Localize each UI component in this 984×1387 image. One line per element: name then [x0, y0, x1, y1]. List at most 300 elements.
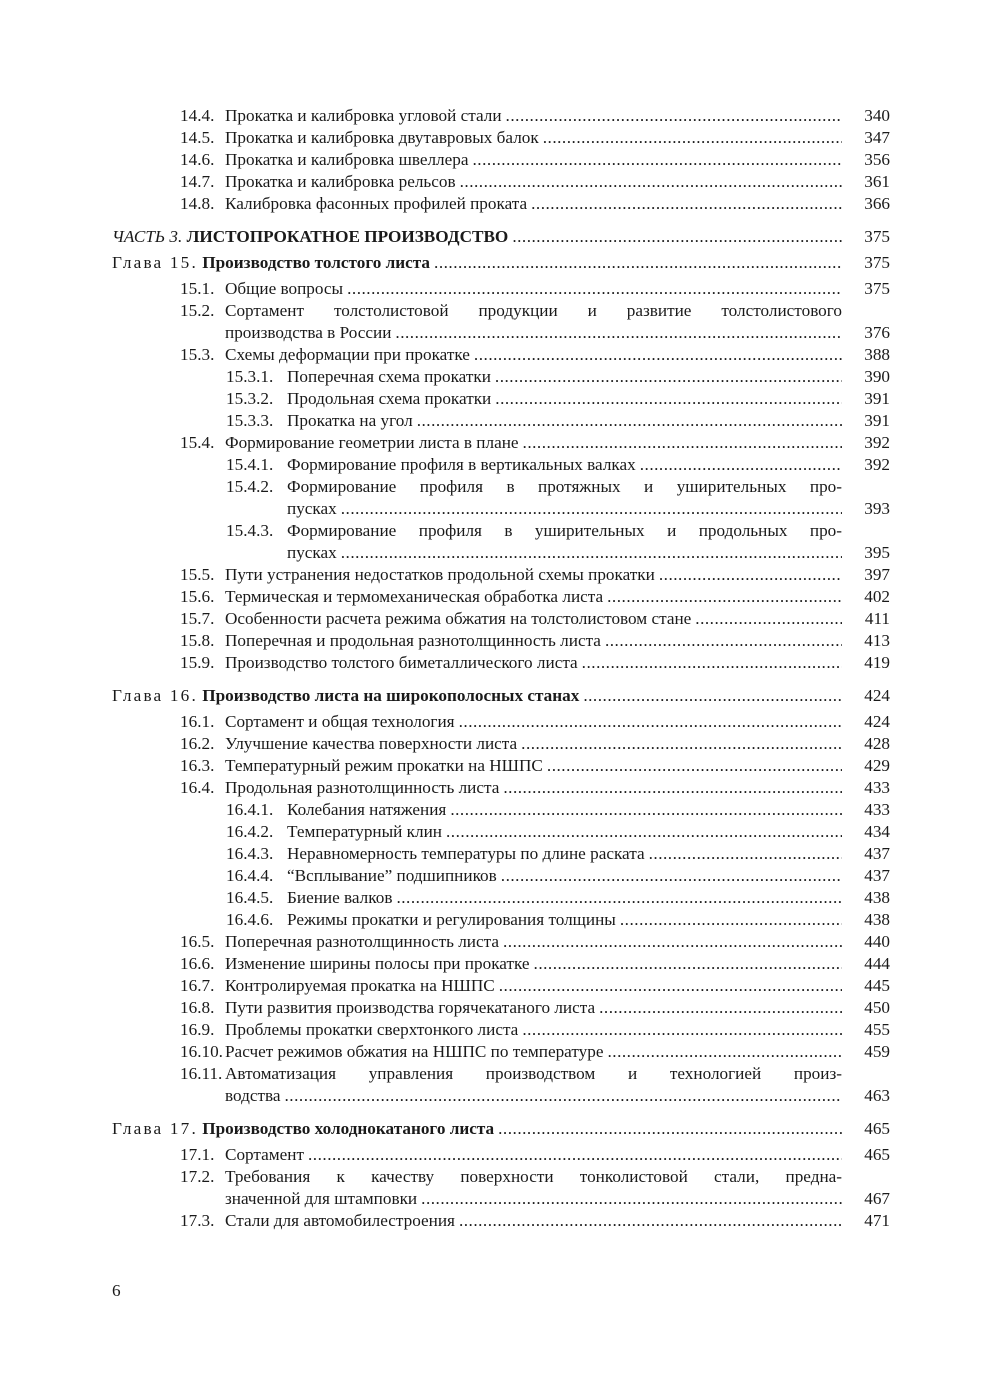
toc-entry: [112, 711, 890, 733]
entry-title: [287, 909, 890, 931]
entry-title-text: Поперечная разнотолщинность листа: [225, 932, 499, 951]
entry-title: [287, 454, 890, 476]
entry-title-text: Формирование геометрии листа в плане: [225, 433, 519, 452]
entry-number: 17.3.: [180, 1211, 215, 1230]
entry-last-line: [225, 586, 890, 608]
dot-leader: [395, 322, 842, 344]
entry-page: 356: [864, 150, 890, 169]
entry-number: 14.6.: [180, 150, 215, 169]
entry-number: 16.7.: [180, 976, 215, 995]
entry-page: 391: [864, 389, 890, 408]
entry-title-text: Расчет режимов обжатия на НШПС по температуре: [225, 1042, 604, 1061]
entry-number: 15.9.: [180, 653, 215, 672]
entry-title-text: Термическая и термомеханическая обработка листа: [225, 587, 604, 606]
entry-last-line: [225, 193, 890, 215]
entry-title-text: Пути развития производства горячекатаного листа: [225, 998, 596, 1017]
toc-entry: [112, 344, 890, 366]
entry-last-line: [225, 777, 890, 799]
entry-page: 388: [864, 345, 890, 364]
entry-title-text: пусках: [287, 543, 337, 562]
entry-title-text: Схемы деформации при прокатке: [225, 345, 470, 364]
entry-title: [287, 520, 890, 564]
entry-number: Глава 15.: [112, 253, 198, 272]
entry-last-line: [225, 733, 890, 755]
dot-leader: [495, 388, 842, 410]
part-heading: [112, 226, 890, 248]
entry-last-line: [225, 344, 890, 366]
chapter-heading: [112, 685, 890, 707]
entry-title-text: Прокатка и калибровка швеллера: [225, 150, 469, 169]
entry-title-line: Формирование профиля в протяжных и уширительных про-: [287, 477, 842, 496]
entry-title-text: ЛИСТОПРОКАТНОЕ ПРОИЗВОДСТВО: [186, 227, 509, 246]
entry-last-line: [225, 171, 890, 193]
entry-page: 361: [864, 172, 890, 191]
entry-number: 16.4.2.: [226, 822, 274, 841]
dot-leader: [583, 685, 842, 707]
entry-title: [287, 366, 890, 388]
entry-last-line: [225, 564, 890, 586]
toc-entry: [112, 300, 890, 344]
entry-title-text: производства в России: [225, 323, 392, 342]
toc-entry: [112, 432, 890, 454]
toc-entry: [112, 149, 890, 171]
entry-number: 16.2.: [180, 734, 215, 753]
entry-last-line: [287, 454, 890, 476]
entry-page: 347: [864, 128, 890, 147]
entry-page: 402: [864, 587, 890, 606]
entry-title-text: Производство холоднокатаного листа: [202, 1119, 495, 1138]
entry-last-line: [225, 1210, 890, 1232]
entry-number: 16.1.: [180, 712, 215, 731]
dot-leader: [503, 777, 842, 799]
entry-page: 366: [864, 194, 890, 213]
dot-leader: [498, 1118, 842, 1140]
entry-page: 390: [864, 367, 890, 386]
entry-title: [225, 755, 890, 777]
entry-number: 16.4.3.: [226, 844, 274, 863]
entry-number: ЧАСТЬ 3.: [112, 227, 183, 246]
toc-entry: [112, 171, 890, 193]
entry-last-line: [287, 799, 890, 821]
dot-leader: [459, 711, 842, 733]
entry-last-line: [225, 1041, 890, 1063]
entry-page: 438: [864, 910, 890, 929]
entry-last-line: [225, 975, 890, 997]
entry-title: [287, 388, 890, 410]
entry-number: 16.8.: [180, 998, 215, 1017]
dot-leader: [543, 127, 842, 149]
dot-leader: [474, 344, 842, 366]
dot-leader: [512, 226, 842, 248]
entry-number: 15.3.: [180, 345, 215, 364]
dot-leader: [522, 1019, 842, 1041]
entry-page: 375: [864, 279, 890, 298]
entry-page: 450: [864, 998, 890, 1017]
toc-entry: [112, 608, 890, 630]
entry-number: 17.1.: [180, 1145, 215, 1164]
dot-leader: [523, 432, 842, 454]
toc-entry: [112, 865, 890, 887]
entry-number: 15.6.: [180, 587, 215, 606]
dot-leader: [341, 542, 842, 564]
entry-page: 411: [864, 609, 890, 628]
entry-number: 16.6.: [180, 954, 215, 973]
entry-number: 15.2.: [180, 301, 215, 320]
entry-last-line: [225, 630, 890, 652]
entry-number: 15.1.: [180, 279, 215, 298]
entry-title-text: Сортамент: [225, 1145, 304, 1164]
dot-leader: [473, 149, 843, 171]
entry-page: 340: [864, 106, 890, 125]
entry-title-text: Производство толстого биметаллического листа: [225, 653, 578, 672]
entry-page: 433: [864, 800, 890, 819]
toc-entry: [112, 366, 890, 388]
dot-leader: [417, 410, 842, 432]
entry-page: 467: [864, 1189, 890, 1208]
entry-title-text: Пути устранения недостатков продольной схемы прокатки: [225, 565, 655, 584]
entry-page: 429: [864, 756, 890, 775]
entry-page: 437: [864, 866, 890, 885]
entry-page: 376: [864, 323, 890, 342]
entry-title: [225, 1210, 890, 1232]
entry-last-line: [287, 865, 890, 887]
toc-entry: [112, 520, 890, 564]
entry-title-text: водства: [225, 1086, 281, 1105]
entry-last-line: [287, 498, 890, 520]
entry-last-line: [225, 432, 890, 454]
dot-leader: [499, 975, 842, 997]
dot-leader: [640, 454, 842, 476]
entry-last-line: [225, 711, 890, 733]
entry-page: 428: [864, 734, 890, 753]
entry-number: 16.4.5.: [226, 888, 274, 907]
entry-title-text: Улучшение качества поверхности листа: [225, 734, 518, 753]
entry-title: [225, 711, 890, 733]
toc-entry: [112, 1210, 890, 1232]
entry-number: 16.4.4.: [226, 866, 274, 885]
entry-title: [287, 865, 890, 887]
entry-title: [202, 685, 890, 707]
toc-entry: [112, 733, 890, 755]
dot-leader: [534, 953, 842, 975]
entry-last-line: [225, 1019, 890, 1041]
entry-last-line: [225, 149, 890, 171]
toc-entry: [112, 454, 890, 476]
toc-entry: [112, 953, 890, 975]
table-of-contents: [112, 105, 890, 1232]
entry-title-text: Прокатка и калибровка двутавровых балок: [225, 128, 539, 147]
entry-page: 459: [864, 1042, 890, 1061]
entry-page: 397: [864, 565, 890, 584]
toc-entry: [112, 887, 890, 909]
entry-title: [225, 149, 890, 171]
dot-leader: [347, 278, 842, 300]
entry-title: [225, 105, 890, 127]
entry-title-text: Продольная разнотолщинность листа: [225, 778, 500, 797]
entry-number: 16.4.6.: [226, 910, 274, 929]
entry-number: Глава 17.: [112, 1119, 198, 1138]
entry-page: 375: [864, 227, 890, 246]
entry-title: [225, 278, 890, 300]
entry-title: [225, 630, 890, 652]
entry-page: 433: [864, 778, 890, 797]
dot-leader: [460, 171, 842, 193]
entry-title: [202, 1118, 890, 1140]
entry-title: [287, 821, 890, 843]
toc-entry: [112, 799, 890, 821]
entry-page: 438: [864, 888, 890, 907]
dot-leader: [434, 252, 842, 274]
dot-leader: [450, 799, 842, 821]
entry-number: 15.7.: [180, 609, 215, 628]
entry-title-text: Неравномерность температуры по длине раската: [287, 844, 645, 863]
entry-title: [225, 300, 890, 344]
entry-number: 15.4.1.: [226, 455, 274, 474]
entry-title-text: Особенности расчета режима обжатия на толстолистовом стане: [225, 609, 692, 628]
entry-title: [225, 432, 890, 454]
entry-page: 413: [864, 631, 890, 650]
entry-title-text: Температурный режим прокатки на НШПС: [225, 756, 543, 775]
entry-title-text: Общие вопросы: [225, 279, 344, 298]
entry-title-line: Сортамент толстолистовой продукции и развитие толстолистового: [225, 301, 842, 320]
entry-page: 392: [864, 455, 890, 474]
entry-title: [202, 252, 890, 274]
toc-entry: [112, 278, 890, 300]
entry-last-line: [225, 1188, 890, 1210]
entry-last-line: [225, 1085, 890, 1107]
toc-entry: [112, 410, 890, 432]
dot-leader: [659, 564, 842, 586]
toc-entry: [112, 586, 890, 608]
entry-number: 15.8.: [180, 631, 215, 650]
entry-last-line: [287, 542, 890, 564]
toc-entry: [112, 755, 890, 777]
dot-leader: [607, 586, 842, 608]
entry-title-text: Стали для автомобилестроения: [225, 1211, 455, 1230]
entry-title: [225, 564, 890, 586]
dot-leader: [421, 1188, 842, 1210]
entry-last-line: [287, 887, 890, 909]
entry-number: 16.4.1.: [226, 800, 274, 819]
entry-page: 444: [864, 954, 890, 973]
entry-page: 465: [864, 1145, 890, 1164]
entry-number: 15.3.2.: [226, 389, 274, 408]
entry-title-line: Автоматизация управления производством и технологией произ-: [225, 1064, 842, 1083]
entry-last-line: [225, 652, 890, 674]
entry-title: [225, 1144, 890, 1166]
dot-leader: [521, 733, 842, 755]
entry-page: 424: [864, 686, 890, 705]
entry-last-line: [287, 366, 890, 388]
dot-leader: [531, 193, 842, 215]
entry-page: 375: [864, 253, 890, 272]
entry-last-line: [225, 278, 890, 300]
entry-title: [225, 652, 890, 674]
entry-last-line: [202, 252, 890, 274]
dot-leader: [495, 366, 842, 388]
entry-last-line: [225, 953, 890, 975]
entry-last-line: [225, 127, 890, 149]
dot-leader: [607, 1041, 842, 1063]
toc-entry: [112, 1041, 890, 1063]
dot-leader: [459, 1210, 842, 1232]
entry-title: [287, 887, 890, 909]
entry-title-text: Калибровка фасонных профилей проката: [225, 194, 528, 213]
entry-number: 14.7.: [180, 172, 215, 191]
toc-entry: [112, 821, 890, 843]
page-number: 6: [112, 1281, 121, 1300]
entry-title-text: “Всплывание” подшипников: [287, 866, 497, 885]
entry-page: 434: [864, 822, 890, 841]
entry-title-text: Изменение ширины полосы при прокатке: [225, 954, 530, 973]
entry-title-text: Поперечная и продольная разнотолщинность листа: [225, 631, 601, 650]
entry-number: Глава 16.: [112, 686, 198, 705]
toc-entry: [112, 652, 890, 674]
toc-entry: [112, 1166, 890, 1210]
entry-title: [225, 953, 890, 975]
dot-leader: [396, 887, 842, 909]
entry-title: [225, 608, 890, 630]
entry-last-line: [202, 685, 890, 707]
toc-entry: [112, 1063, 890, 1107]
entry-title-text: Прокатка и калибровка рельсов: [225, 172, 456, 191]
entry-title-text: Проблемы прокатки сверхтонкого листа: [225, 1020, 519, 1039]
dot-leader: [599, 997, 842, 1019]
entry-title-text: значенной для штамповки: [225, 1189, 418, 1208]
entry-number: 16.3.: [180, 756, 215, 775]
entry-title: [225, 1063, 890, 1107]
entry-title: [225, 344, 890, 366]
entry-title-text: Колебания натяжения: [287, 800, 447, 819]
entry-title-text: Прокатка и калибровка угловой стали: [225, 106, 502, 125]
entry-page: 395: [864, 543, 890, 562]
toc-entry: [112, 975, 890, 997]
entry-title-text: Производство листа на широкополосных станах: [202, 686, 580, 705]
entry-title: [225, 777, 890, 799]
entry-page: 463: [864, 1086, 890, 1105]
toc-entry: [112, 193, 890, 215]
entry-last-line: [187, 226, 890, 248]
toc-entry: [112, 1144, 890, 1166]
entry-title-text: Поперечная схема прокатки: [287, 367, 491, 386]
entry-number: 14.4.: [180, 106, 215, 125]
entry-number: 16.9.: [180, 1020, 215, 1039]
entry-number: 14.8.: [180, 194, 215, 213]
entry-page: 455: [864, 1020, 890, 1039]
entry-last-line: [287, 410, 890, 432]
entry-page: 437: [864, 844, 890, 863]
dot-leader: [308, 1144, 842, 1166]
toc-entry: [112, 997, 890, 1019]
dot-leader: [341, 498, 842, 520]
entry-title-text: Биение валков: [287, 888, 393, 907]
entry-title: [287, 476, 890, 520]
dot-leader: [506, 105, 842, 127]
entry-last-line: [225, 931, 890, 953]
dot-leader: [547, 755, 842, 777]
entry-last-line: [225, 997, 890, 1019]
toc-entry: [112, 931, 890, 953]
dot-leader: [649, 843, 842, 865]
entry-title: [225, 975, 890, 997]
entry-title-text: Производство толстого листа: [202, 253, 431, 272]
entry-title: [225, 733, 890, 755]
entry-last-line: [225, 1144, 890, 1166]
entry-title-text: Сортамент и общая технология: [225, 712, 455, 731]
entry-page: 392: [864, 433, 890, 452]
entry-title: [225, 127, 890, 149]
entry-last-line: [287, 843, 890, 865]
entry-number: 16.5.: [180, 932, 215, 951]
entry-last-line: [287, 388, 890, 410]
dot-leader: [446, 821, 842, 843]
toc-entry: [112, 127, 890, 149]
entry-page: 393: [864, 499, 890, 518]
toc-entry: [112, 630, 890, 652]
entry-page: 419: [864, 653, 890, 672]
chapter-heading: [112, 252, 890, 274]
entry-title: [225, 997, 890, 1019]
dot-leader: [695, 608, 842, 630]
dot-leader: [503, 931, 842, 953]
entry-last-line: [287, 909, 890, 931]
entry-last-line: [225, 755, 890, 777]
entry-title: [225, 171, 890, 193]
entry-last-line: [225, 608, 890, 630]
toc-entry: [112, 777, 890, 799]
entry-number: 16.10.: [180, 1042, 223, 1061]
entry-page: 465: [864, 1119, 890, 1138]
entry-title-text: пусках: [287, 499, 337, 518]
dot-leader: [620, 909, 842, 931]
entry-number: 15.4.3.: [226, 521, 274, 540]
entry-last-line: [225, 322, 890, 344]
entry-title: [225, 931, 890, 953]
entry-number: 15.4.2.: [226, 477, 274, 496]
entry-number: 15.4.: [180, 433, 215, 452]
entry-title: [287, 799, 890, 821]
entry-title: [287, 843, 890, 865]
dot-leader: [605, 630, 842, 652]
dot-leader: [501, 865, 842, 887]
entry-number: 15.5.: [180, 565, 215, 584]
entry-title-line: Требования к качеству поверхности тонколистовой стали, предна-: [225, 1167, 842, 1186]
entry-title: [225, 1166, 890, 1210]
entry-title: [287, 410, 890, 432]
entry-number: 15.3.3.: [226, 411, 274, 430]
entry-number: 16.4.: [180, 778, 215, 797]
entry-last-line: [202, 1118, 890, 1140]
entry-title-text: Контролируемая прокатка на НШПС: [225, 976, 495, 995]
entry-page: 424: [864, 712, 890, 731]
entry-number: 15.3.1.: [226, 367, 274, 386]
entry-title: [225, 1041, 890, 1063]
entry-last-line: [225, 105, 890, 127]
toc-entry: [112, 388, 890, 410]
toc-entry: [112, 564, 890, 586]
entry-title-line: Формирование профиля в уширительных и продольных про-: [287, 521, 842, 540]
entry-number: 17.2.: [180, 1167, 215, 1186]
toc-entry: [112, 909, 890, 931]
entry-title: [225, 586, 890, 608]
entry-title: [187, 226, 890, 248]
dot-leader: [582, 652, 842, 674]
entry-title-text: Продольная схема прокатки: [287, 389, 492, 408]
entry-page: 471: [864, 1211, 890, 1230]
entry-page: 391: [864, 411, 890, 430]
dot-leader: [285, 1085, 843, 1107]
entry-last-line: [287, 821, 890, 843]
